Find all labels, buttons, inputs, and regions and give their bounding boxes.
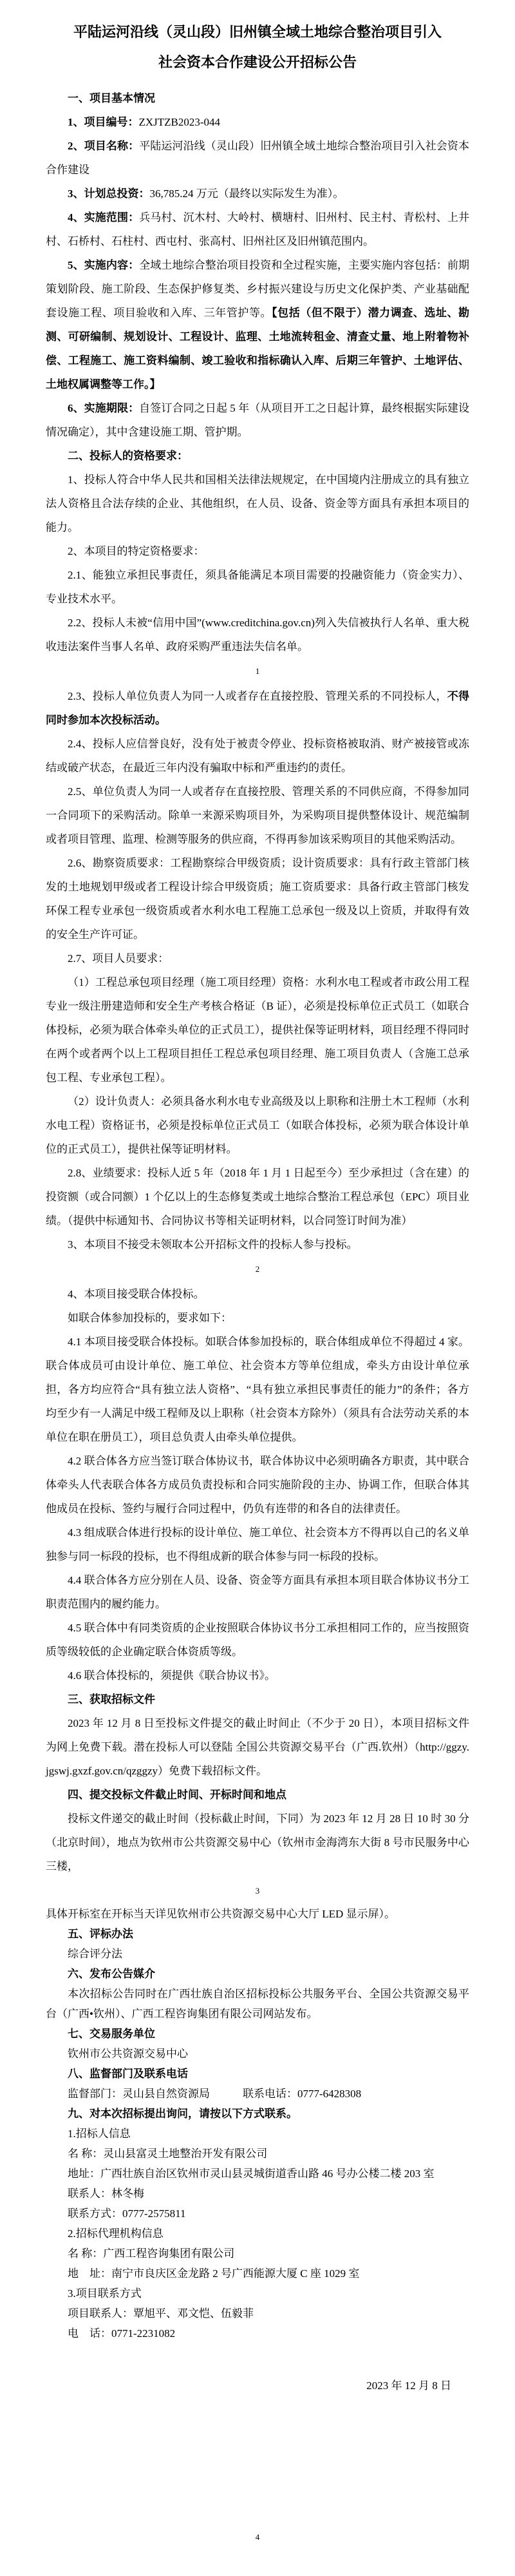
text-run: 如联合体参加投标的，要求如下： xyxy=(68,1312,232,1324)
paragraph xyxy=(46,2244,469,2264)
paragraph xyxy=(46,1306,469,1330)
text-run: 4.4 联合体各方应分别在人员、设备、资金等方面具有承担本项目联合体协议书分工职责范围内的履约能力。 xyxy=(46,1574,469,1610)
text-run: 兵马村、沉木村、大岭村、横塘村、旧州村、民主村、青松村、上井村、石桥村、石柱村、西屯村、张高村、旧州社区及旧州镇范围内。 xyxy=(46,211,470,247)
bold-text-run: 七、交易服务单位 xyxy=(68,2028,155,2040)
paragraph xyxy=(46,1807,469,1878)
paragraph xyxy=(46,780,469,851)
text-run: 2.5、单位负责人为同一人或者存在直接控股、管理关系的不同供应商，不得参加同一合同项下的采购活动。除单一来源采购项目外，为采购项目提供整体设计、规范编制或者项目管理、监理、检测等服务的供应商，不得再参加该采购项目的其他采购活动。 xyxy=(46,785,469,845)
text-run: 联系人：林冬梅 xyxy=(68,2187,144,2200)
page-number: 2 xyxy=(255,1264,260,1274)
paragraph xyxy=(46,2224,469,2244)
paragraph xyxy=(46,206,469,253)
paragraph xyxy=(46,182,469,206)
text-run: 具体开标室在开标当天详见钦州市公共资源交易中心大厅 LED 显示屏）。 xyxy=(46,1908,396,1920)
paragraph xyxy=(46,732,469,780)
bold-text-run: 三、获取招标文件 xyxy=(68,1693,155,1706)
document-title-line: 平陆运河沿线（灵山段）旧州镇全域土地综合整治项目引入 xyxy=(73,24,442,40)
bold-text-run: 九、对本次招标提出询问，请按以下方式联系。 xyxy=(68,2108,297,2120)
section-heading xyxy=(46,1687,469,1711)
text-run: 4.2 联合体各方应当签订联合体协议书，联合体协议中必须明确各方职责，其中联合体牵头人代表联合体各方成员负责投标和合同实施阶段的主办、协调工作，但联合体其他成员在投标、签约与履行合同过程中，仍负有连带的和各自的法律责任。 xyxy=(46,1455,469,1515)
paragraph xyxy=(46,947,469,970)
paragraph xyxy=(46,539,469,563)
text-run: 名 称：灵山县富灵土地整治开发有限公司 xyxy=(68,2148,268,2160)
text-run: 2.招标代理机构信息 xyxy=(68,2227,164,2240)
text-run: 2023 年 12 月 8 日至投标文件提交的截止时间止（不少于 20 日），本项目招标文件为网上免费下载。潜在投标人可以登陆 全国公共资源交易平台（广西.钦州）（http://ggzy.jgswj.gxzf.gov.cn/qzggzy）免费下载招标文件。 xyxy=(46,1717,469,1777)
paragraph xyxy=(46,1449,469,1521)
section-heading xyxy=(46,2064,469,2084)
text-run: 全域土地综合整治项目投资和全过程实施，主要实施内容包括：前期策划阶段、施工阶段、生态保护修复类、乡村振兴建设与历史文化保护类、产业基础配套设施工程、项目验收和入库、三年管护等。 xyxy=(46,259,470,319)
paragraph xyxy=(46,2264,469,2283)
section-heading xyxy=(46,444,469,468)
paragraph xyxy=(46,1944,469,1964)
text-run: 2、本项目的特定资格要求： xyxy=(68,545,205,557)
paragraph xyxy=(46,1161,469,1233)
paragraph xyxy=(46,2044,469,2064)
paragraph xyxy=(46,468,469,539)
paragraph xyxy=(46,2084,469,2104)
bold-text-run: 5、实施内容： xyxy=(68,259,140,271)
paragraph xyxy=(46,2124,469,2144)
text-run: 投标文件递交的截止时间（投标截止时间，下同）为 2023 年 12 月 28 日 10 时 30 分（北京时间），地点为钦州市公共资源交易中心（钦州市金海湾东大街 8 号市民服务中心三楼， xyxy=(46,1812,469,1872)
section-heading xyxy=(46,1964,469,1984)
doc-date: 2023 年 12 月 8 日 xyxy=(366,2379,451,2392)
page-number: 4 xyxy=(255,2532,260,2542)
text-run: 名 称：广西工程咨询集团有限公司 xyxy=(68,2247,235,2260)
bold-text-run: 六、发布公告媒介 xyxy=(68,1968,155,1980)
text-run: 2.1、能独立承担民事责任，须具备能满足本项目需要的投融资能力（资金实力）、专业技术水平。 xyxy=(46,569,469,605)
text-run: 1、投标人符合中华人民共和国相关法律法规规定，在中国境内注册成立的具有独立法人资格且合法存续的企业、其他组织，在人员、设备、资金等方面具有承担本项目的能力。 xyxy=(46,474,469,533)
section-heading xyxy=(46,2024,469,2044)
paragraph xyxy=(46,1664,469,1687)
text-run: 4.3 组成联合体进行投标的设计单位、施工单位、社会资本方不得再以自己的名义单独参与同一标段的投标，也不得组成新的联合体参与同一标段的投标。 xyxy=(46,1526,469,1562)
paragraph xyxy=(46,2283,469,2303)
text-run: 2.7、项目人员要求： xyxy=(68,952,169,965)
text-run: 2.8、业绩要求：投标人近 5 年（2018 年 1 月 1 日起至今）至少承担过（含在建）的投资额（或合同额）1 个亿以上的生态修复类或土地综合整治工程总承包（EPC）项目业绩。（提供中标通知书、合同协议书等相关证明材料，以合同签订时间为准） xyxy=(46,1167,469,1227)
bold-text-run: 【包括（但不限于）潜力调查、选址、勘测、可研编制、规划设计、工程设计、监理、土地流转租金、清查丈量、地上附着物补偿、工程施工、施工资料编制、竣工验收和指标确认入库、后期三年管护、土地评估、土地权属调整等工作。】 xyxy=(46,307,470,390)
text-run: 本次招标公告同时在广西壮族自治区招标投标公共服务平台、全国公共资源交易平台（广西•钦州）、广西工程咨询集团有限公司网站发布。 xyxy=(46,1988,469,2020)
text-run: 钦州市公共资源交易中心 xyxy=(68,2048,188,2060)
paragraph xyxy=(46,2204,469,2224)
section-heading xyxy=(46,2104,469,2124)
bold-text-run: 五、评标办法 xyxy=(68,1928,133,1940)
text-run: 3.项目联系方式 xyxy=(68,2287,142,2300)
bold-text-run: 不得同时参加本次投标活动。 xyxy=(46,690,470,726)
text-run: 自签订合同之日起 5 年（从项目开工之日起计算，最终根据实际建设情况确定），其中含建设施工期、管护期。 xyxy=(46,402,470,438)
bold-text-run: 4、实施范围： xyxy=(68,211,140,224)
paragraph xyxy=(46,253,469,396)
text-run: 4.1 本项目接受联合体投标。如联合体参加投标的，联合体组成单位不得超过 4 家。联合体成员可由设计单位、施工单位、社会资本方等单位组成，牵头方由设计单位承担，各方均应符合“具有独立法人资格”、“具有独立承担民事责任的能力”的条件；各方均至少有一人满足中级工程师及以上职称（社会资本方除外）（须具有合法劳动关系的本单位在职在册员工），项目总负责人由牵头单位提供。 xyxy=(46,1336,469,1443)
text-run: 2.6、勘察资质要求：工程勘察综合甲级资质；设计资质要求：具有行政主管部门核发的土地规划甲级或者工程设计综合甲级资质；施工资质要求：具备行政主管部门核发环保工程专业承包一级资质或者水利水电工程施工总承包一级及以上资质，并取得有效的安全生产许可证。 xyxy=(46,857,469,941)
paragraph xyxy=(46,1521,469,1568)
paragraph xyxy=(46,1282,469,1306)
section-heading xyxy=(46,1924,469,1944)
paragraph xyxy=(46,134,469,182)
paragraph xyxy=(46,970,469,1090)
text-run: 项目联系人：覃旭平、邓文恺、伍毅菲 xyxy=(68,2307,254,2320)
paragraph xyxy=(46,1711,469,1783)
paragraph xyxy=(46,396,469,444)
bold-text-run: 3、计划总投资： xyxy=(68,187,150,200)
paragraph xyxy=(46,2164,469,2184)
text-run: 4、本项目接受联合体投标。 xyxy=(68,1288,205,1300)
bold-text-run: 四、提交投标文件截止时间、开标时间和地点 xyxy=(68,1789,286,1801)
paragraph xyxy=(46,1233,469,1256)
text-run: 地址：广西壮族自治区钦州市灵山县灵城街道香山路 46 号办公楼二楼 203 室 xyxy=(68,2167,435,2180)
paragraph xyxy=(46,2184,469,2204)
paragraph xyxy=(46,1090,469,1161)
paragraph xyxy=(46,1330,469,1449)
text-run: （1）工程总承包项目经理（施工项目经理）资格：水利水电工程或者市政公用工程专业一级注册建造师和安全生产考核合格证（B 证），必须是投标单位正式员工（如联合体投标，必须为联合体牵头单位的正式员工），提供社保等证明材料，项目经理不得同时在两个或者两个以上工程项目担任工程总承包项目经理、施工项目负责人（含施工总承包工程、专业承包工程）。 xyxy=(46,976,469,1084)
document-title-line: 社会资本合作建设公开招标公告 xyxy=(158,54,357,70)
paragraph xyxy=(46,1568,469,1616)
text-run: 电 话：0771-2231082 xyxy=(68,2327,176,2340)
bold-text-run: 八、监督部门及联系电话 xyxy=(68,2068,188,2080)
paragraph xyxy=(46,611,469,658)
paragraph xyxy=(46,2303,469,2323)
text-run: 2.3、投标人单位负责人为同一人或者存在直接控股、管理关系的不同投标人， xyxy=(68,690,447,702)
text-run: 2.4、投标人应信誉良好，没有处于被责令停业、投标资格被取消、财产被接管或冻结或破产状态，在最近三年内没有骗取中标和严重违约的责任。 xyxy=(46,738,469,774)
text-run: 综合评分法 xyxy=(68,1948,122,1960)
text-run: 平陆运河沿线（灵山段）旧州镇全域土地综合整治项目引入社会资本合作建设 xyxy=(46,140,470,176)
paragraph xyxy=(46,1984,469,2024)
text-run: （2）设计负责人：必须具备水利水电专业高级及以上职称和注册土木工程师（水利水电工程）资格证书，必须是投标单位正式员工（如联合体投标，必须为联合体设计单位的正式员工），提供社保等证明材料。 xyxy=(46,1095,469,1155)
page-number: 1 xyxy=(255,666,260,676)
bold-text-run: 一、项目基本情况 xyxy=(68,92,155,104)
text-run: 联系方式：0777-2575811 xyxy=(68,2207,186,2220)
bold-text-run: 1、项目编号： xyxy=(68,116,139,128)
section-heading xyxy=(46,86,469,110)
paragraph xyxy=(46,684,469,732)
paragraph xyxy=(46,110,469,134)
paragraph xyxy=(46,1616,469,1664)
text-run: 4.6 联合体投标的，须提供《联合协议书》。 xyxy=(68,1669,276,1682)
text-run: ZXJTZB2023-044 xyxy=(138,116,221,128)
text-run: 监督部门：灵山县自然资源局 联系电话：0777-6428308 xyxy=(68,2088,362,2100)
document-title xyxy=(46,17,469,77)
paragraph xyxy=(46,2323,469,2343)
bold-text-run: 2、项目名称： xyxy=(68,140,140,152)
paragraph xyxy=(46,563,469,611)
section-heading xyxy=(46,1783,469,1807)
text-run: 2.2、投标人未被“信用中国”(www.creditchina.gov.cn)列入失信被执行人名单、重大税收违法案件当事人名单、政府采购严重违法失信名单。 xyxy=(46,617,469,653)
text-run: 36,785.24 万元（最终以实际发生为准）。 xyxy=(149,187,344,200)
text-run: 地 址：南宁市良庆区金龙路 2 号广西能源大厦 C 座 1029 室 xyxy=(68,2267,360,2280)
text-run: 3、本项目不接受未领取本公开招标文件的投标人参与投标。 xyxy=(68,1238,358,1251)
bold-text-run: 二、投标人的资格要求： xyxy=(68,450,188,462)
text-run: 1.招标人信息 xyxy=(68,2128,131,2140)
paragraph xyxy=(46,1904,469,1924)
text-run: 4.5 联合体中有同类资质的企业按照联合体协议书分工承担相同工作的，应当按照资质等级较低的企业确定联合体资质等级。 xyxy=(46,1622,469,1658)
paragraph xyxy=(46,2144,469,2164)
bold-text-run: 6、实施期限： xyxy=(68,402,140,414)
paragraph xyxy=(46,851,469,947)
page-number: 3 xyxy=(255,1886,260,1896)
